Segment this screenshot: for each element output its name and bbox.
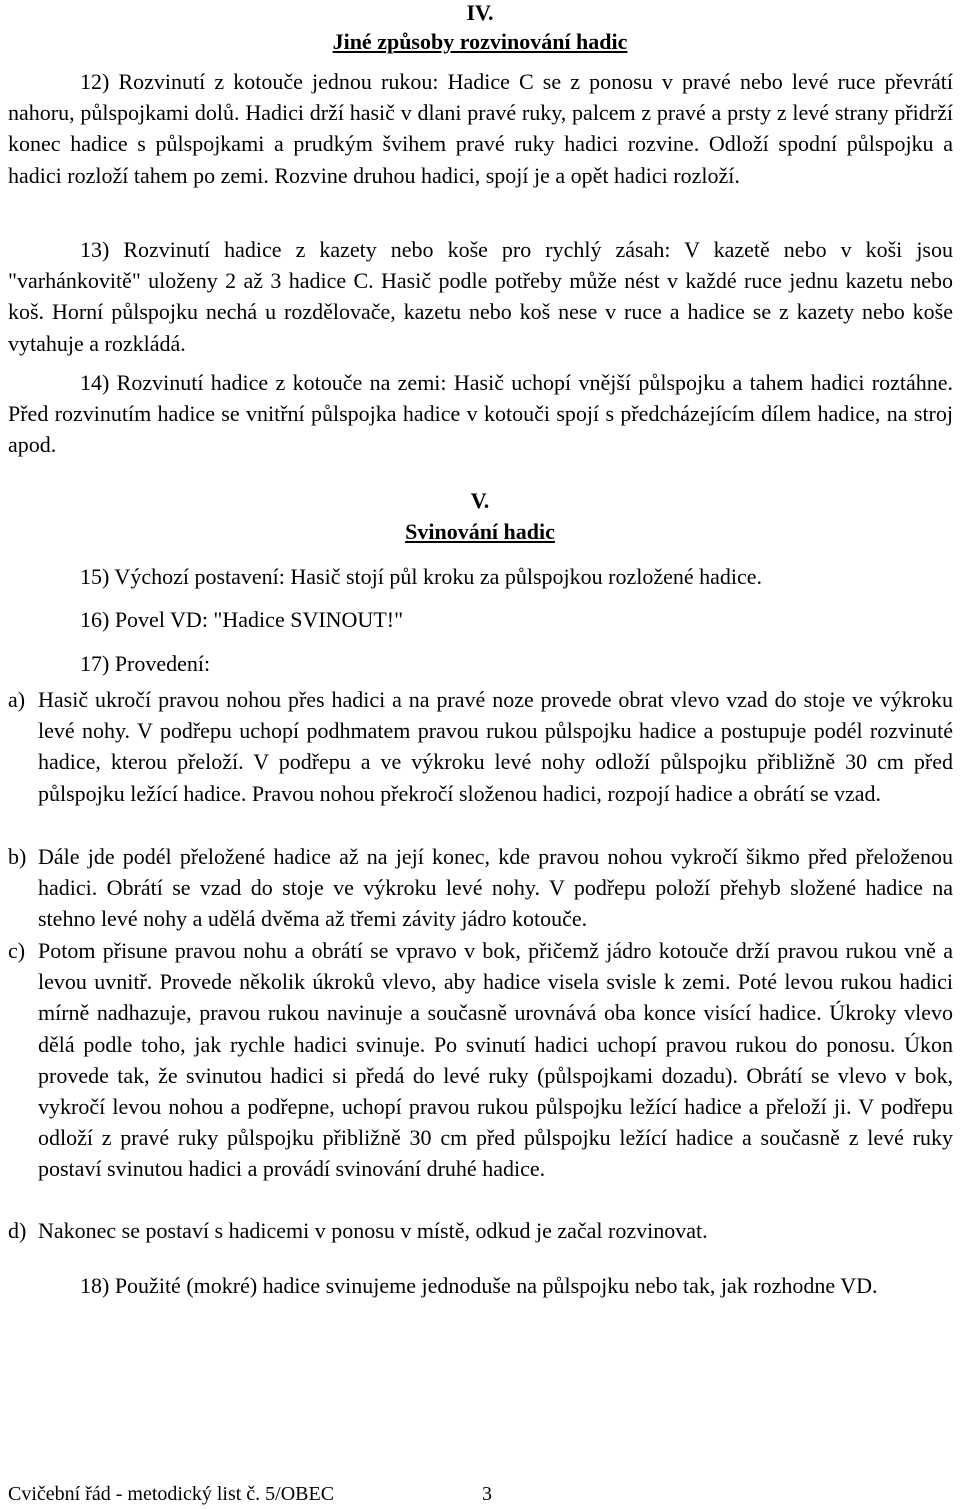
- paragraph-13: 13) Rozvinutí hadice z kazety nebo koše pro rychlý zásah: V kazetě nebo v koši jsou "varhánkovitě" uloženy 2 až 3 hadice C. Hasič podle potřeby může nést v každé ruce jednu kazetu nebo koš. Horní půlspojku nechá u rozdělovače, kazetu nebo koš nese v ruce a hadice se z kazety nebo koše vytahuje a rozkládá.: [8, 237, 953, 356]
- paragraph-17: 17) Provedení:: [80, 651, 211, 676]
- paragraph-16: 16) Povel VD: "Hadice SVINOUT!": [80, 607, 404, 632]
- paragraph-12: 12) Rozvinutí z kotouče jednou rukou: Hadice C se z ponosu v pravé nebo levé ruce převrátí nahoru, půlspojkami dolů. Hadici drží hasič v dlani pravé ruky, palcem z pravé a prsty z levé strany přidrží konec hadice s půlspojkami a prudkým švihem pravé ruky hadici rozvine. Odloží spodní půlspojku a hadici rozloží tahem po zemi. Rozvine druhou hadici, spojí je a opět hadici rozloží.: [8, 69, 953, 188]
- paragraph-15: 15) Výchozí postavení: Hasič stojí půl kroku za půlspojkou rozložené hadice.: [80, 564, 763, 589]
- list-item-label: b): [8, 844, 27, 869]
- paragraph-14: 14) Rozvinutí hadice z kotouče na zemi: Hasič uchopí vnější půlspojku a tahem hadici roztáhne. Před rozvinutím hadice se vnitřní půlspojka hadice v kotouči spojí s předcházejícím dílem hadice, na stroj apod.: [8, 370, 953, 458]
- list-item-a: [8, 684, 953, 809]
- list-item-label: a): [8, 687, 26, 712]
- list-item-label: d): [8, 1218, 27, 1243]
- list-item-text: Nakonec se postaví s hadicemi v ponosu v místě, odkud je začal rozvinovat.: [38, 1218, 708, 1243]
- list-item-b: [8, 841, 953, 935]
- list-item-c: [8, 935, 953, 1185]
- section-number-v: V.: [470, 488, 490, 513]
- page-number: 3: [482, 1483, 492, 1505]
- section-heading-iv: Jiné způsoby rozvinování hadic: [332, 29, 628, 54]
- section-number-iv: IV.: [466, 0, 494, 25]
- list-item-text: Dále jde podél přeložené hadice až na její konec, kde pravou nohou vykročí šikmo před přeloženou hadici. Obrátí se vzad do stoje ve výkroku levé nohy. V podřepu položí přehyb složené hadice na stehno levé nohy a udělá dvěma až třemi závity jádro kotouče.: [38, 844, 953, 932]
- list-item-text: Potom přisune pravou nohu a obrátí se vpravo v bok, přičemž jádro kotouče drží pravou rukou vně a levou uvnitř. Provede několik úkroků vlevo, aby hadice visela svisle k zemi. Poté levou rukou hadici mírně nadhazuje, pravou rukou navinuje a současně urovnává oba konce visící hadice. Úkroky vlevo dělá podle toho, jak rychle hadici svinuje. Po svinutí hadici uchopí pravou rukou do ponosu. Úkon provede tak, že svinutou hadici si předá do levé ruky (půlspojkami dozadu). Obrátí se vlevo v bok, vykročí levou nohou a podřepne, uchopí pravou rukou půlspojku ležící hadice a přeloží ji. V podřepu odloží z pravé ruky půlspojku přibližně 30 cm před půlspojku ležící hadice a současně z levé ruky postaví svinutou hadici a provádí svinování druhé hadice.: [38, 938, 953, 1182]
- list-item-label: c): [8, 938, 26, 963]
- list-item-d: [8, 1215, 953, 1246]
- list-item-text: Hasič ukročí pravou nohou přes hadici a na pravé noze provede obrat vlevo vzad do stoje ve výkroku levé nohy. V podřepu uchopí podhmatem pravou rukou půlspojku hadice a postupuje podél rozvinuté hadice, kterou přeloží. V podřepu a ve výkroku levé nohy odloží půlspojku přibližně 30 cm před půlspojku ležící hadice. Pravou nohou překročí složenou hadici, rozpojí hadice a obrátí se vzad.: [38, 687, 953, 806]
- section-heading-v: Svinování hadic: [405, 519, 555, 544]
- footer-title: Cvičební řád - metodický list č. 5/OBEC: [8, 1483, 335, 1505]
- paragraph-18: 18) Použité (mokré) hadice svinujeme jednoduše na půlspojku nebo tak, jak rozhodne VD.: [80, 1273, 878, 1298]
